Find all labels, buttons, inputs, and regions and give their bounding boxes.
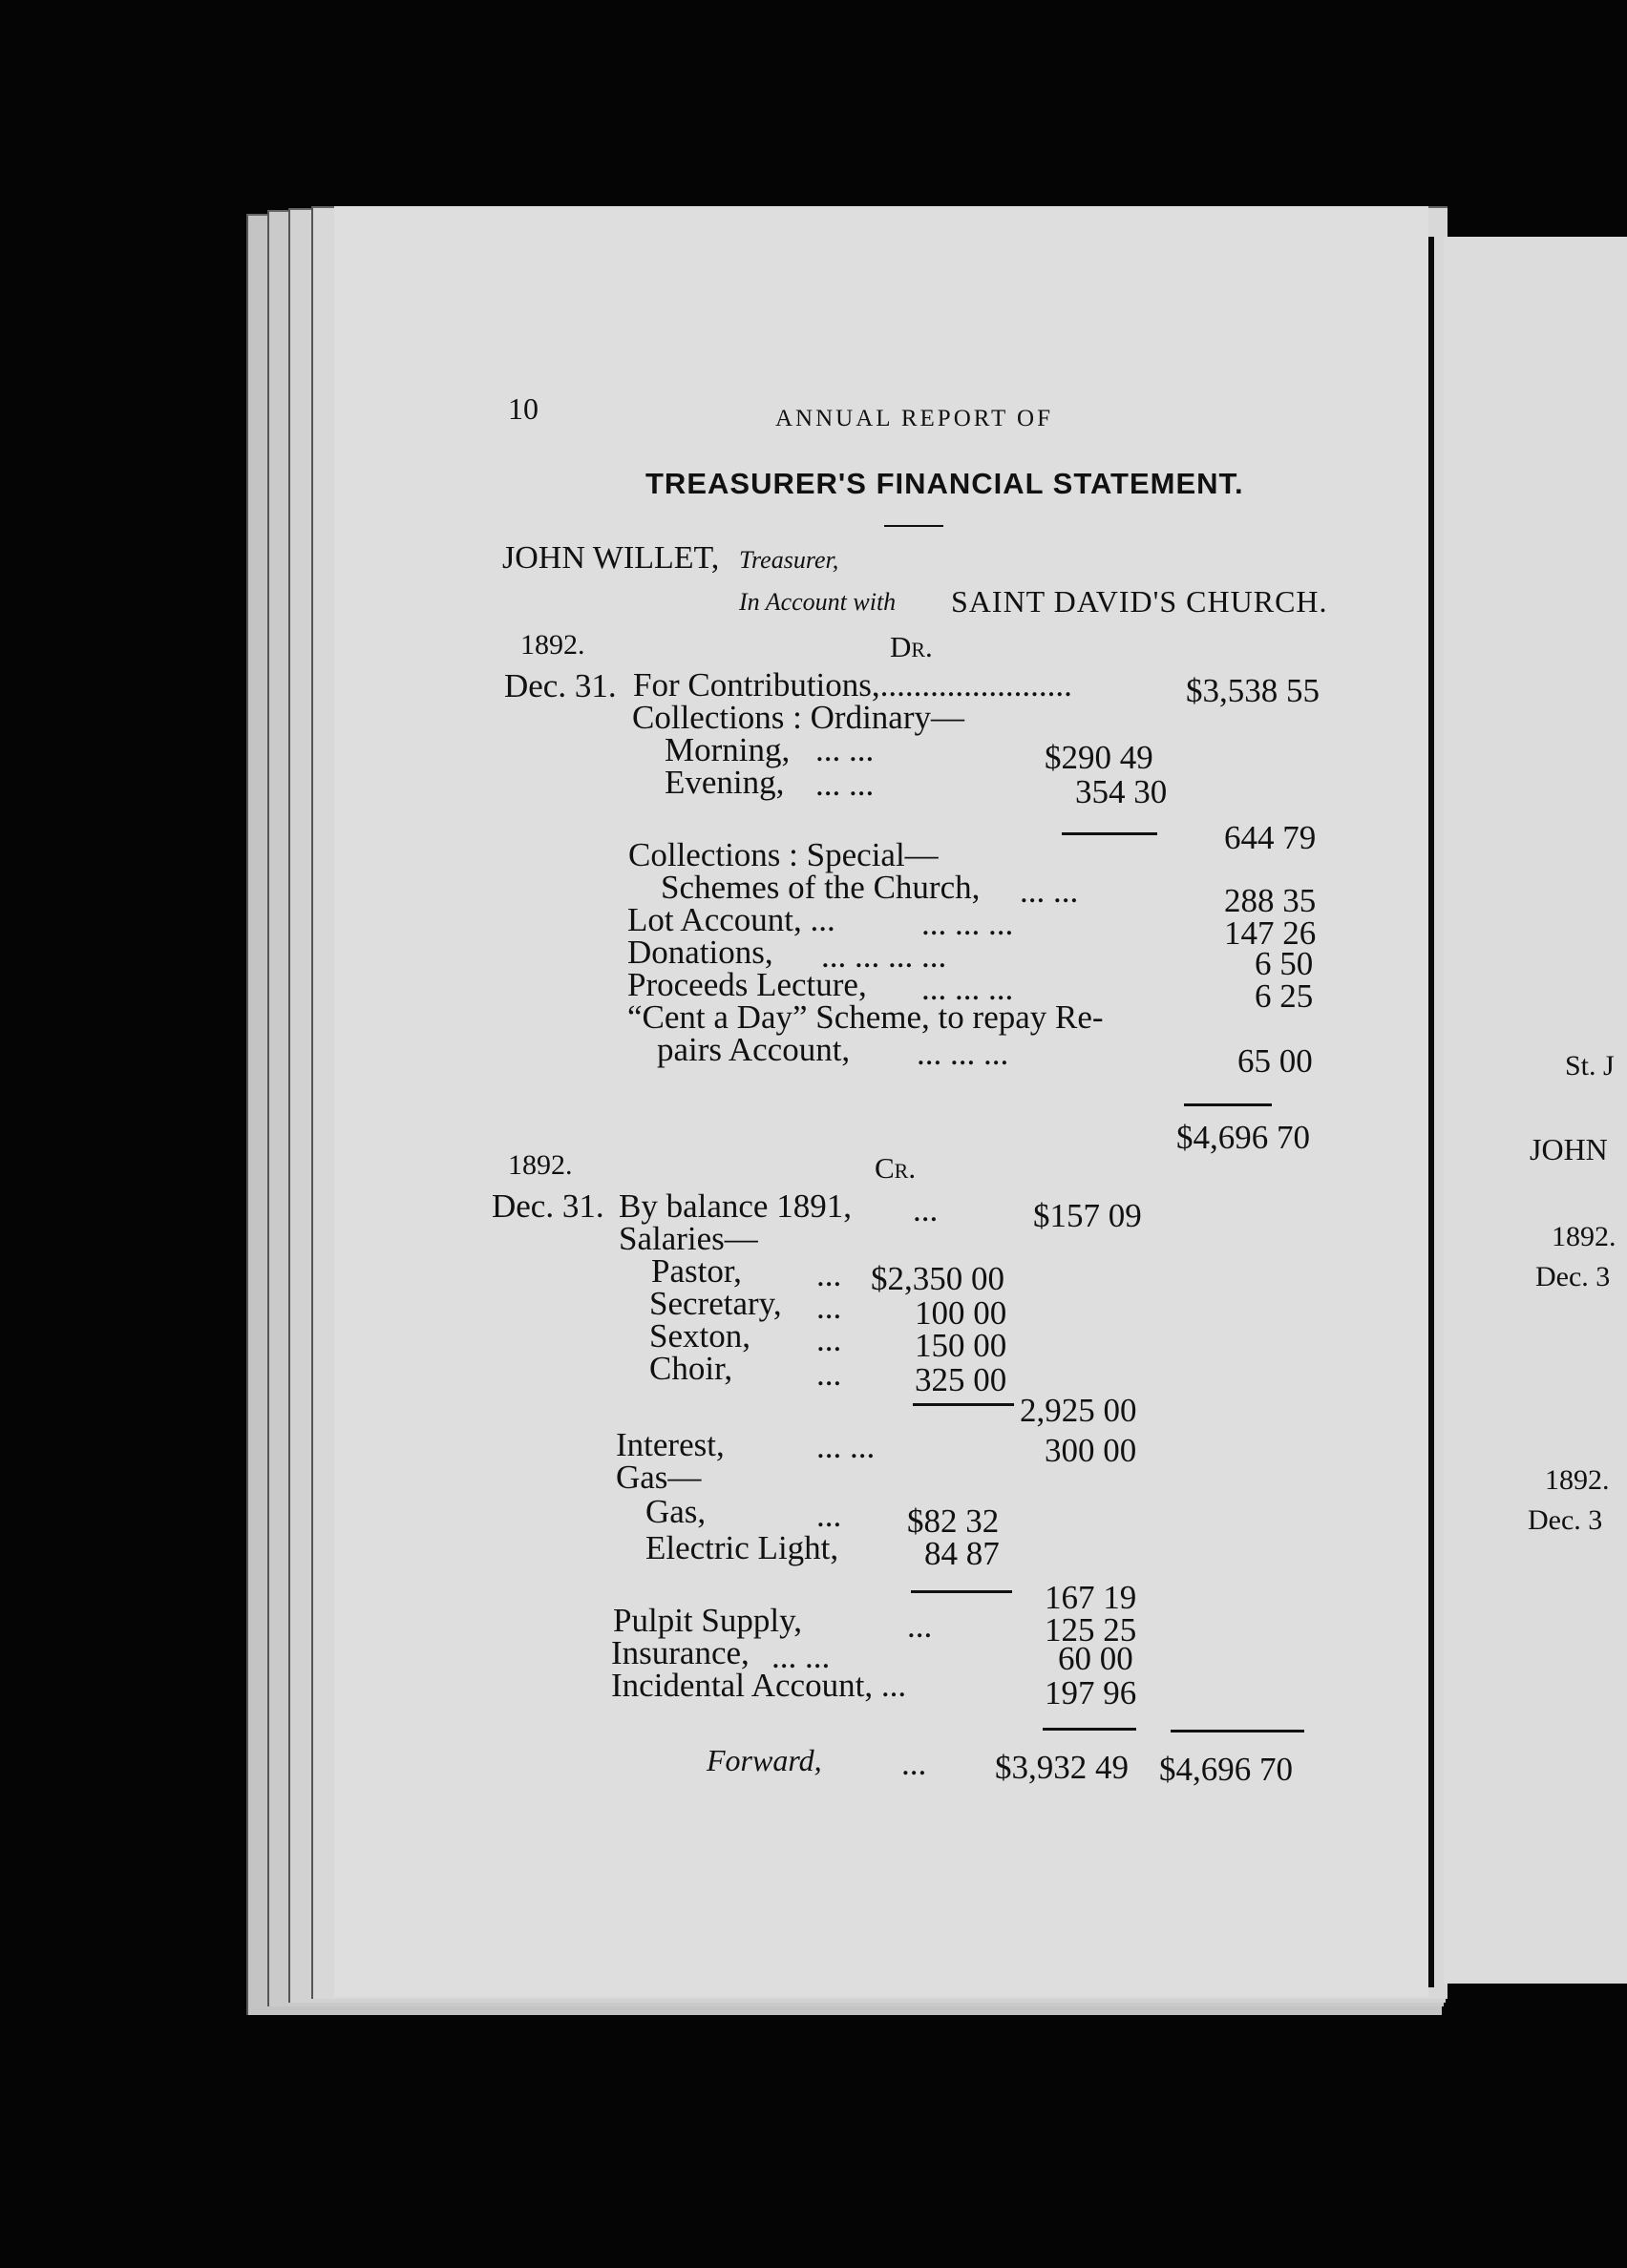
- pastor-amount: $2,350 00: [871, 1260, 1004, 1297]
- subtotal-rule: [913, 1403, 1014, 1406]
- dot-leader: ...: [816, 1321, 842, 1358]
- debit-year: 1892.: [520, 629, 585, 661]
- title-rule: [884, 525, 943, 527]
- schemes-label: Schemes of the Church,: [661, 869, 981, 906]
- lot-account-amount: 147 26: [1224, 914, 1317, 952]
- secretary-label: Secretary,: [649, 1285, 782, 1322]
- subtotal-rule: [911, 1590, 1012, 1593]
- credit-heading: Cr.: [875, 1151, 917, 1185]
- interest-amount: 300 00: [1045, 1432, 1137, 1469]
- dot-leader: ... ... ...: [921, 905, 1014, 942]
- facing-date: Dec. 3: [1528, 1504, 1603, 1536]
- total-rule: [1043, 1728, 1136, 1731]
- pulpit-supply-label: Pulpit Supply,: [613, 1602, 803, 1639]
- dot-leader: ...: [901, 1745, 927, 1782]
- evening-amount: 354 30: [1075, 773, 1168, 810]
- facing-text-john: JOHN: [1530, 1132, 1608, 1166]
- insurance-amount: 60 00: [1058, 1640, 1133, 1677]
- dot-leader: ... ...: [815, 731, 875, 768]
- facing-year: 1892.: [1552, 1221, 1616, 1252]
- page-number: 10: [508, 391, 539, 426]
- gas-amount: $82 32: [907, 1502, 1000, 1540]
- evening-label: Evening,: [665, 764, 785, 801]
- incidental-account-label: Incidental Account, ...: [611, 1667, 907, 1704]
- dot-leader: ...: [816, 1256, 842, 1293]
- dot-leader: ... ... ... ...: [821, 937, 947, 975]
- running-head: ANNUAL REPORT OF: [775, 406, 1053, 431]
- treasurer-name: JOHN WILLET,: [502, 540, 720, 576]
- morning-amount: $290 49: [1045, 739, 1153, 776]
- debit-total: $4,696 70: [1176, 1119, 1310, 1156]
- dot-leader: ...: [913, 1191, 939, 1228]
- total-rule: [1171, 1730, 1304, 1732]
- morning-label: Morning,: [665, 731, 791, 768]
- contributions-amount: $3,538 55: [1186, 672, 1320, 709]
- schemes-amount: 288 35: [1224, 882, 1317, 919]
- forward-amount: $3,932 49: [995, 1749, 1129, 1786]
- dot-leader: ...: [816, 1497, 842, 1534]
- sexton-amount: 150 00: [915, 1327, 1007, 1364]
- dot-leader: ... ...: [816, 1428, 876, 1465]
- church-name: SAINT DAVID'S CHURCH.: [951, 584, 1328, 619]
- donations-label: Donations,: [627, 934, 773, 971]
- document-page: [334, 206, 1428, 1997]
- dot-leader: ...: [816, 1355, 842, 1393]
- gas-heading: Gas—: [616, 1459, 702, 1496]
- collections-special-label: Collections : Special—: [628, 836, 939, 873]
- facing-year: 1892.: [1545, 1464, 1610, 1496]
- salaries-total: 2,925 00: [1020, 1392, 1137, 1429]
- credit-date: Dec. 31.: [492, 1187, 604, 1225]
- debit-heading: Dr.: [890, 630, 933, 663]
- facing-page: [1444, 237, 1627, 1984]
- in-account-with: In Account with: [739, 588, 897, 616]
- sexton-label: Sexton,: [649, 1317, 750, 1354]
- gas-total: 167 19: [1045, 1579, 1137, 1616]
- lecture-label: Proceeds Lecture,: [627, 966, 867, 1003]
- forward-total: $4,696 70: [1159, 1751, 1293, 1788]
- secretary-amount: 100 00: [915, 1294, 1007, 1332]
- credit-year: 1892.: [508, 1149, 573, 1181]
- balance-label: By balance 1891,: [619, 1187, 852, 1225]
- insurance-label: Insurance,: [611, 1634, 750, 1671]
- balance-amount: $157 09: [1033, 1197, 1142, 1234]
- donations-amount: 6 50: [1255, 945, 1314, 982]
- ordinary-total: 644 79: [1224, 819, 1317, 856]
- total-rule: [1184, 1103, 1272, 1106]
- dot-leader: ... ...: [1020, 872, 1079, 910]
- repairs-amount: 65 00: [1237, 1042, 1313, 1080]
- treasurer-role: Treasurer,: [739, 546, 839, 574]
- debit-date: Dec. 31.: [504, 667, 617, 704]
- cent-a-day-label: “Cent a Day” Scheme, to repay Re-: [627, 998, 1104, 1036]
- dot-leader: ... ...: [815, 766, 875, 803]
- dot-leader: ... ...: [771, 1638, 831, 1675]
- dot-leader: ... ... ...: [917, 1035, 1009, 1072]
- lot-account-label: Lot Account, ...: [627, 901, 835, 938]
- page-title: TREASURER'S FINANCIAL STATEMENT.: [645, 467, 1244, 500]
- dot-leader: ...: [907, 1607, 933, 1645]
- facing-date: Dec. 3: [1535, 1261, 1611, 1292]
- incidental-account-amount: 197 96: [1045, 1674, 1137, 1712]
- salaries-label: Salaries—: [619, 1220, 758, 1257]
- interest-label: Interest,: [616, 1426, 725, 1463]
- repairs-account-label: pairs Account,: [657, 1031, 851, 1068]
- dot-leader: ... ... ...: [921, 970, 1014, 1007]
- pulpit-supply-amount: 125 25: [1045, 1611, 1137, 1648]
- lecture-amount: 6 25: [1255, 977, 1314, 1015]
- choir-amount: 325 00: [915, 1361, 1007, 1398]
- collections-ordinary-label: Collections : Ordinary—: [632, 699, 965, 736]
- facing-text-st: St. J: [1565, 1050, 1615, 1082]
- choir-label: Choir,: [649, 1350, 733, 1387]
- gas-label: Gas,: [645, 1493, 707, 1530]
- forward-label: Forward,: [707, 1743, 822, 1777]
- electric-light-amount: 84 87: [924, 1535, 1000, 1572]
- electric-light-label: Electric Light,: [645, 1529, 839, 1566]
- dot-leader: ...: [816, 1289, 842, 1326]
- pastor-label: Pastor,: [651, 1252, 742, 1290]
- subtotal-rule: [1062, 832, 1157, 835]
- contributions-label: For Contributions,.......................: [633, 666, 1072, 704]
